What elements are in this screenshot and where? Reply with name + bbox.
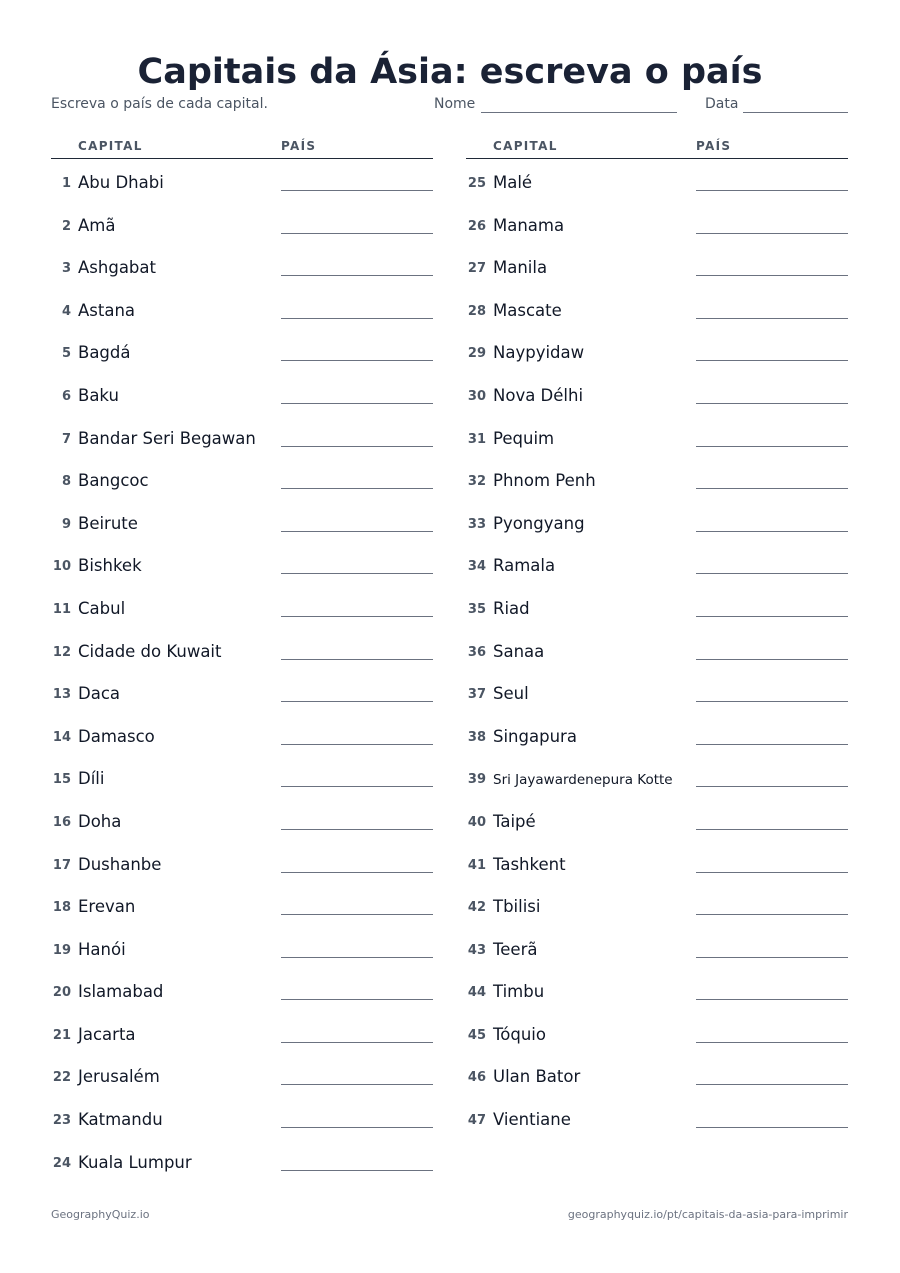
row-number: 6 [61,388,71,404]
quiz-row [466,202,848,245]
capital-name: Taipé [493,811,536,831]
country-answer-line[interactable] [281,1127,433,1128]
country-answer-line[interactable] [281,573,433,574]
page-title: Capitais da Ásia: escreva o país [137,52,763,92]
row-number: 24 [52,1155,71,1171]
country-answer-line[interactable] [281,659,433,660]
country-answer-line[interactable] [281,190,433,191]
capital-name: Tóquio [493,1024,546,1044]
capital-name: Nova Délhi [493,385,584,405]
capital-name: Hanói [78,939,126,959]
row-number: 31 [467,431,486,447]
quiz-row [51,628,433,671]
country-answer-line[interactable] [696,403,848,404]
row-number: 45 [467,1027,486,1043]
capital-name: Phnom Penh [493,471,596,491]
quiz-row [466,542,848,585]
quiz-row [466,1096,848,1139]
country-answer-line[interactable] [281,999,433,1000]
quiz-row [51,1096,433,1139]
quiz-row [51,244,433,287]
capital-name: Kuala Lumpur [78,1152,192,1172]
country-answer-line[interactable] [281,403,433,404]
quiz-row [51,713,433,756]
country-answer-line[interactable] [281,360,433,361]
row-number: 23 [52,1113,71,1129]
right-column [466,137,848,1139]
quiz-row [466,585,848,628]
country-answer-line[interactable] [696,1042,848,1043]
quiz-row [466,755,848,798]
row-number: 19 [52,942,71,958]
footer-brand: GeographyQuiz.io [51,1208,150,1221]
quiz-row [466,628,848,671]
capital-name: Naypyidaw [493,343,585,363]
quiz-row [466,457,848,500]
row-number: 27 [467,261,486,277]
row-number: 14 [52,729,71,745]
left-rows-list [51,159,433,1181]
country-answer-line[interactable] [281,914,433,915]
row-number: 12 [52,644,71,660]
row-number: 41 [467,857,486,873]
date-field-line[interactable] [743,112,848,113]
country-answer-line[interactable] [696,190,848,191]
capital-name: Jerusalém [78,1067,160,1087]
capital-name: Islamabad [78,982,164,1002]
quiz-row [466,329,848,372]
country-answer-line[interactable] [696,275,848,276]
country-answer-line[interactable] [696,616,848,617]
row-number: 34 [467,559,486,575]
capital-name: Ashgabat [78,258,156,278]
capital-name: Doha [78,811,122,831]
capital-name: Astana [78,300,136,320]
capital-name: Pyongyang [493,513,585,533]
row-number: 36 [467,644,486,660]
capital-name: Riad [493,598,530,618]
quiz-row [51,457,433,500]
quiz-row [51,926,433,969]
country-answer-line[interactable] [696,957,848,958]
country-answer-line[interactable] [696,872,848,873]
country-answer-line[interactable] [696,914,848,915]
capital-name: Bagdá [78,343,131,363]
capital-name: Bishkek [78,556,142,576]
quiz-row [51,329,433,372]
quiz-row [466,926,848,969]
row-number: 28 [467,303,486,319]
quiz-row [51,415,433,458]
footer-url: geographyquiz.io/pt/capitais-da-asia-para-imprimir [567,1208,848,1221]
capital-name: Beirute [78,513,138,533]
capital-name: Malé [493,173,533,192]
country-answer-line[interactable] [281,1084,433,1085]
country-answer-line[interactable] [696,701,848,702]
row-number: 17 [52,857,71,873]
country-answer-line[interactable] [281,616,433,617]
row-number: 32 [467,474,486,490]
capital-name: Damasco [78,726,155,746]
country-answer-line[interactable] [281,275,433,276]
row-number: 30 [467,388,486,404]
country-answer-line[interactable] [281,872,433,873]
capital-name: Seul [493,684,529,704]
quiz-row [51,841,433,884]
row-number: 11 [52,601,71,617]
capital-name: Timbu [493,982,545,1002]
quiz-row [466,500,848,543]
row-number: 16 [52,814,71,830]
capital-name: Jacarta [78,1024,136,1044]
row-number: 21 [52,1027,71,1043]
row-number: 13 [52,687,71,703]
quiz-row [466,883,848,926]
quiz-row [466,841,848,884]
country-answer-line[interactable] [696,531,848,532]
capital-name: Erevan [78,897,136,917]
quiz-row [466,798,848,841]
country-answer-line[interactable] [696,233,848,234]
country-answer-line[interactable] [281,701,433,702]
capital-name: Abu Dhabi [78,173,164,192]
quiz-row [466,713,848,756]
capital-name: Bangcoc [78,471,149,491]
quiz-row [51,1011,433,1054]
capital-name: Amã [78,215,116,235]
row-number: 9 [61,516,71,532]
capital-name: Daca [78,684,120,704]
quiz-row [51,883,433,926]
country-answer-line[interactable] [281,744,433,745]
capital-column-header: CAPITAL [78,139,143,153]
row-number: 15 [52,772,71,788]
row-number: 47 [467,1113,486,1129]
row-number: 1 [61,176,71,191]
quiz-row [466,670,848,713]
country-answer-line[interactable] [696,573,848,574]
capital-name: Manama [493,215,565,235]
quiz-row [51,585,433,628]
row-number: 44 [467,985,486,1001]
column-header [51,137,433,159]
country-answer-line[interactable] [696,360,848,361]
capital-name: Vientiane [493,1110,571,1130]
name-field-line[interactable] [481,112,677,113]
country-answer-line[interactable] [696,1084,848,1085]
capital-name: Katmandu [78,1110,163,1130]
capital-name: Tashkent [493,854,566,874]
quiz-row [51,372,433,415]
country-answer-line[interactable] [696,318,848,319]
capital-name: Tbilisi [493,897,541,917]
country-answer-line[interactable] [281,1170,433,1171]
row-number: 18 [52,900,71,916]
row-number: 22 [52,1070,71,1086]
row-number: 37 [467,687,486,703]
quiz-row [466,415,848,458]
country-answer-line[interactable] [281,957,433,958]
capital-name: Singapura [493,726,577,746]
quiz-row [51,542,433,585]
row-number: 38 [467,729,486,745]
row-number: 3 [61,261,71,277]
row-number: 10 [52,559,71,575]
capital-column-header: CAPITAL [493,139,558,153]
capital-name: Cabul [78,598,126,618]
country-answer-line[interactable] [696,446,848,447]
row-number: 35 [467,601,486,617]
quiz-row [466,244,848,287]
capital-name: Sanaa [493,641,545,661]
capital-name: Pequim [493,428,555,448]
quiz-row [51,755,433,798]
country-answer-line[interactable] [281,488,433,489]
row-number: 2 [61,218,71,234]
quiz-row [466,159,848,202]
row-number: 43 [467,942,486,958]
quiz-row [51,1053,433,1096]
capital-name: Mascate [493,300,562,320]
quiz-row [466,1053,848,1096]
country-answer-line[interactable] [696,744,848,745]
country-answer-line[interactable] [696,786,848,787]
country-answer-line[interactable] [281,786,433,787]
country-answer-line[interactable] [696,999,848,1000]
country-answer-line[interactable] [696,829,848,830]
country-answer-line[interactable] [281,1042,433,1043]
country-answer-line[interactable] [281,531,433,532]
quiz-row [466,1011,848,1054]
row-number: 5 [61,346,71,362]
row-number: 46 [467,1070,486,1086]
capital-name: Sri Jayawardenepura Kotte [493,772,673,789]
row-number: 42 [467,900,486,916]
quiz-row [51,159,433,202]
quiz-row [466,968,848,1011]
left-column [51,137,433,1181]
name-field-label: Nome [434,96,476,112]
capital-name: Teerã [493,939,538,959]
date-field-label: Data [705,96,739,112]
country-answer-line[interactable] [696,488,848,489]
quiz-row [466,287,848,330]
row-number: 25 [467,176,486,191]
capital-name: Ramala [493,556,556,576]
row-number: 26 [467,218,486,234]
right-rows-list [466,159,848,1139]
quiz-row [51,968,433,1011]
instructions-text: Escreva o país de cada capital. [51,96,268,112]
capital-name: Ulan Bator [493,1067,581,1087]
country-answer-line[interactable] [281,446,433,447]
country-answer-line[interactable] [696,1127,848,1128]
row-number: 33 [467,516,486,532]
row-number: 20 [52,985,71,1001]
country-answer-line[interactable] [696,659,848,660]
capital-name: Bandar Seri Begawan [78,428,256,448]
capital-name: Díli [78,769,105,789]
quiz-row [51,670,433,713]
country-answer-line[interactable] [281,829,433,830]
row-number: 29 [467,346,486,362]
row-number: 7 [61,431,71,447]
quiz-row [51,287,433,330]
quiz-row [466,372,848,415]
capital-name: Manila [493,258,548,278]
row-number: 40 [467,814,486,830]
quiz-row [51,798,433,841]
country-answer-line[interactable] [281,233,433,234]
quiz-row [51,500,433,543]
country-answer-line[interactable] [281,318,433,319]
row-number: 4 [61,303,71,319]
quiz-row [51,202,433,245]
capital-name: Baku [78,385,119,405]
row-number: 39 [467,772,486,788]
country-column-header: PAÍS [696,139,732,153]
column-header [466,137,848,159]
quiz-row [51,1139,433,1182]
capital-name: Cidade do Kuwait [78,641,222,661]
capital-name: Dushanbe [78,854,162,874]
country-column-header: PAÍS [281,139,317,153]
row-number: 8 [61,474,71,490]
